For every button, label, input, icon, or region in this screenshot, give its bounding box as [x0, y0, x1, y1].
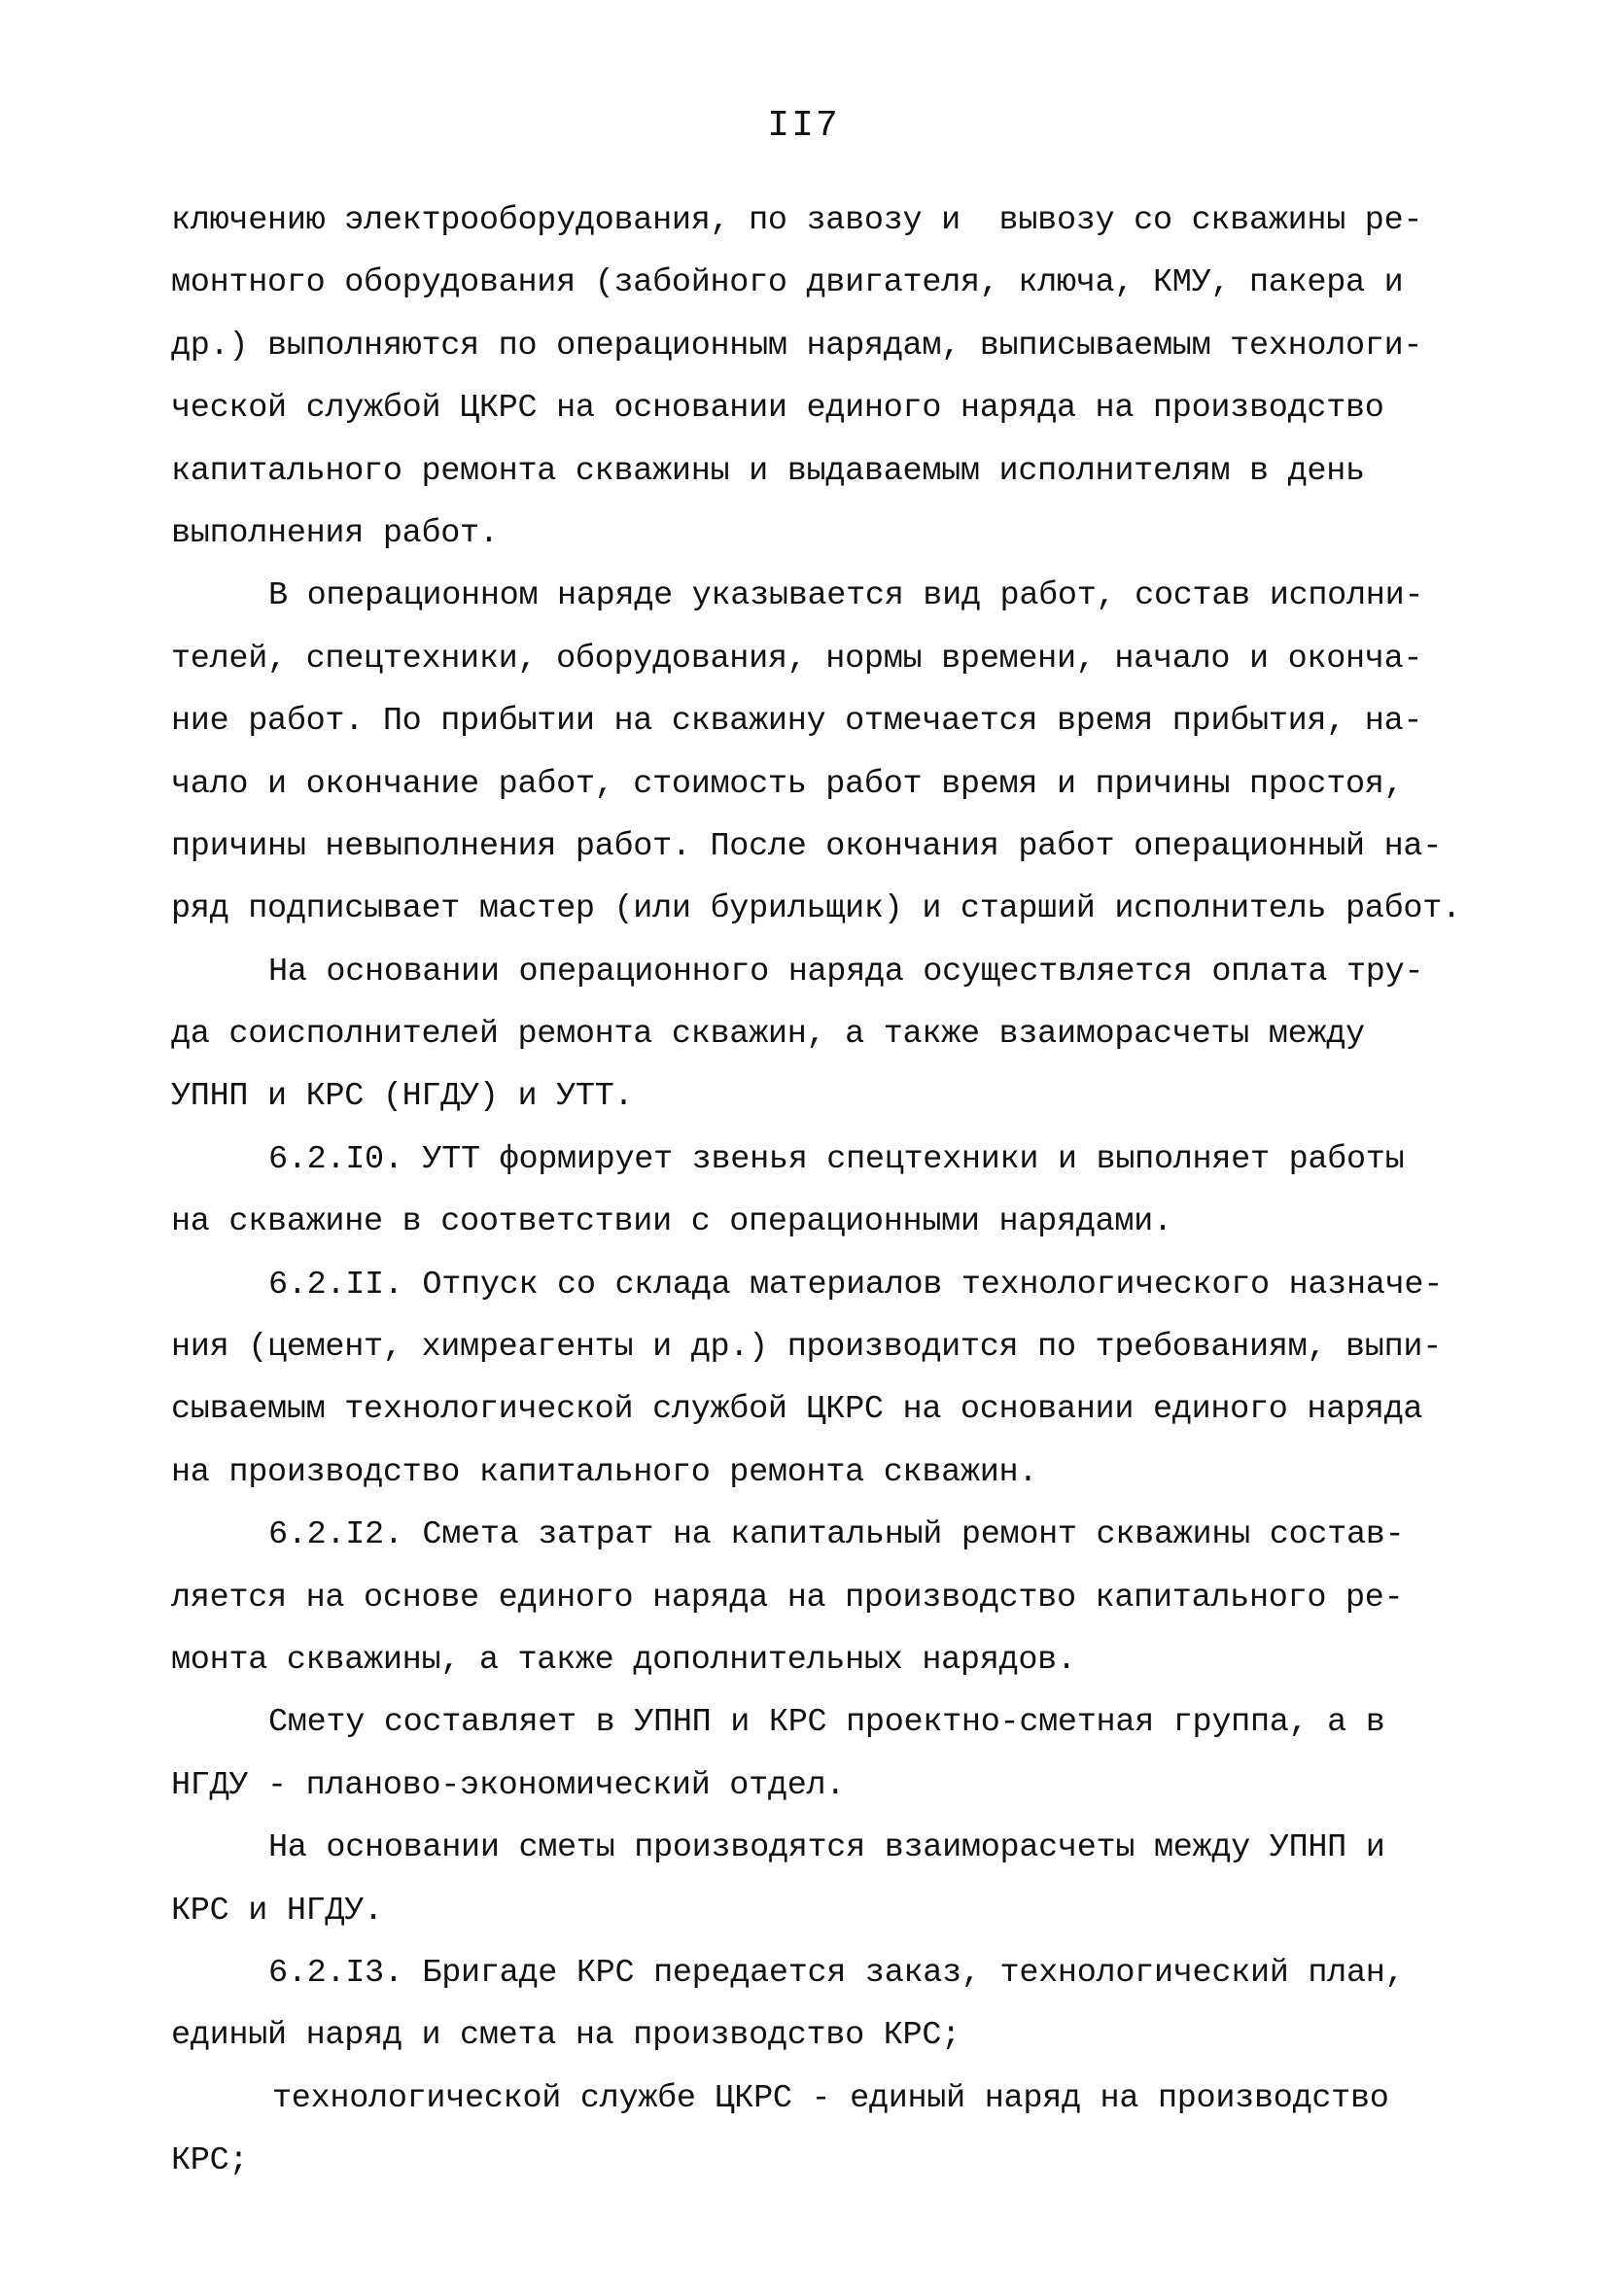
- text-line: чало и окончание работ, стоимость работ время и причины простоя,: [171, 765, 1404, 803]
- text-line: на скважине в соответствии с операционными нарядами.: [171, 1203, 1172, 1241]
- section-6-2-13-line: 6.2.I3. Бригаде КРС передается заказ, технологический план,: [268, 1954, 1405, 1992]
- paragraph-start-line: На основании операционного наряда осуществляется оплата тру-: [268, 953, 1424, 991]
- text-line: КРС;: [171, 2142, 249, 2180]
- text-line: УПНП и КРС (НГДУ) и УТТ.: [171, 1078, 634, 1116]
- text-line: сываемым технологической службой ЦКРС на основании единого наряда: [171, 1391, 1423, 1429]
- text-line: ческой службой ЦКРС на основании единого наряда на производство: [171, 390, 1384, 428]
- text-line: ния (цемент, химреагенты и др.) производится по требованиям, выпи-: [171, 1329, 1443, 1367]
- text-line: единый наряд и смета на производство КРС;: [171, 2017, 961, 2055]
- text-line: др.) выполняются по операционным нарядам, выписываемым технологи-: [171, 327, 1423, 365]
- text-line: ляется на основе единого наряда на производство капитального ре-: [171, 1579, 1404, 1617]
- section-6-2-11-line: 6.2.II. Отпуск со склада материалов технологического назначе-: [268, 1266, 1444, 1304]
- document-body: [171, 190, 1464, 2193]
- text-line: ние работ. По прибытии на скважину отмечается время прибытия, на-: [171, 703, 1423, 741]
- text-line: выполнения работ.: [171, 514, 499, 552]
- text-line: монтного оборудования (забойного двигателя, ключа, КМУ, пакера и: [171, 264, 1404, 302]
- text-line: телей, спецтехники, оборудования, нормы времени, начало и оконча-: [171, 640, 1423, 678]
- text-line: ключению электрооборудования, по завозу и вывозу со скважины ре-: [171, 202, 1423, 239]
- section-6-2-12-line: 6.2.I2. Смета затрат на капитальный ремонт скважины состав-: [268, 1516, 1405, 1554]
- section-6-2-10-line: 6.2.I0. УТТ формирует звенья спецтехники и выполняет работы: [268, 1140, 1405, 1178]
- paragraph-start-line: В операционном наряде указывается вид работ, состав исполни-: [268, 577, 1424, 615]
- text-line: капитального ремонта скважины и выдаваемым исполнителям в день: [171, 452, 1365, 490]
- text-line: КРС и НГДУ.: [171, 1892, 383, 1930]
- page-number: II7: [767, 105, 840, 147]
- text-line: да соисполнителей ремонта скважин, а также взаиморасчеты между: [171, 1016, 1365, 1054]
- text-line: монта скважины, а также дополнительных нарядов.: [171, 1641, 1076, 1679]
- text-line: причины невыполнения работ. После окончания работ операционный на-: [171, 827, 1443, 865]
- paragraph-start-line: На основании сметы производятся взаиморасчеты между УПНП и: [268, 1829, 1385, 1867]
- paragraph-start-line: технологической службе ЦКРС - единый наряд на производство: [272, 2079, 1389, 2117]
- text-line: ряд подписывает мастер (или бурильщик) и старший исполнитель работ.: [171, 890, 1461, 928]
- text-line: на производство капитального ремонта скважин.: [171, 1453, 1038, 1491]
- text-line: НГДУ - планово-экономический отдел.: [171, 1766, 846, 1804]
- paragraph-start-line: Смету составляет в УПНП и КРС проектно-сметная группа, а в: [268, 1704, 1385, 1742]
